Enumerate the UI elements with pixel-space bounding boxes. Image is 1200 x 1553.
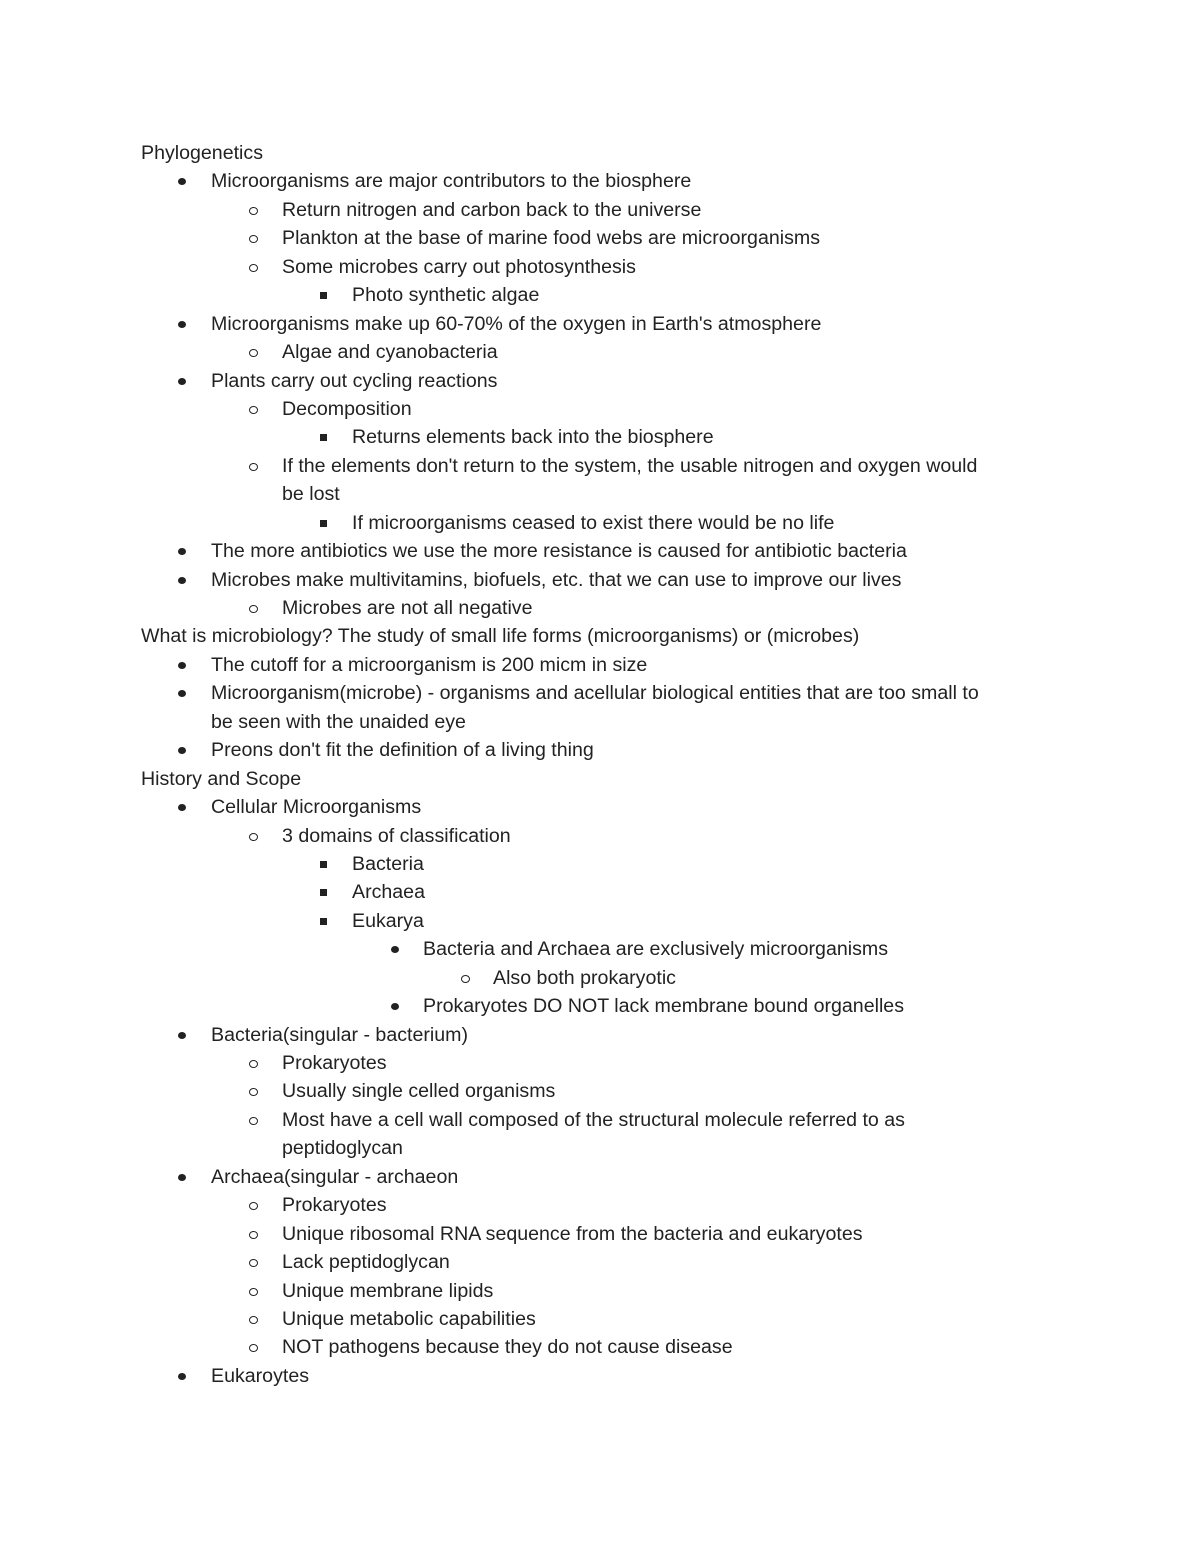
list-item [0, 1362, 1200, 1390]
circle-bullet-icon [247, 1106, 261, 1134]
list-item [0, 1021, 1200, 1049]
circle-bullet-icon [247, 452, 261, 480]
disc-bullet-icon [176, 310, 190, 338]
line-text: Decomposition [282, 397, 412, 420]
list-item [0, 1106, 1200, 1134]
circle-bullet-icon [247, 253, 261, 281]
line-text: Usually single celled organisms [282, 1080, 556, 1103]
list-item [0, 822, 1200, 850]
line-text: Archaea(singular - archaeon [211, 1165, 459, 1188]
line-text: Microbes make multivitamins, biofuels, etc. that we can use to improve our lives [211, 568, 902, 591]
line-text: Most have a cell wall composed of the structural molecule referred to as [282, 1108, 905, 1131]
list-item [0, 480, 1200, 508]
line-text: History and Scope [141, 767, 302, 790]
line-text: If the elements don't return to the system, the usable nitrogen and oxygen would [282, 454, 978, 477]
list-item [0, 736, 1200, 764]
list-item [0, 1191, 1200, 1219]
disc-bullet-icon [176, 167, 190, 195]
list-item [0, 1163, 1200, 1191]
line-text: Returns elements back into the biosphere [352, 426, 714, 449]
list-item [0, 367, 1200, 395]
line-text: Also both prokaryotic [493, 966, 676, 989]
line-text: Plankton at the base of marine food webs are microorganisms [282, 227, 821, 250]
square-bullet-icon [318, 281, 332, 309]
list-item [0, 793, 1200, 821]
circle-bullet-icon [247, 1277, 261, 1305]
circle-bullet-icon [459, 964, 473, 992]
line-text: Bacteria(singular - bacterium) [211, 1023, 468, 1046]
line-text: NOT pathogens because they do not cause disease [282, 1336, 733, 1359]
circle-bullet-icon [247, 395, 261, 423]
line-text: Unique ribosomal RNA sequence from the bacteria and eukaryotes [282, 1222, 863, 1245]
list-item [0, 167, 1200, 195]
circle-bullet-icon [247, 822, 261, 850]
line-text: Microorganisms are major contributors to the biosphere [211, 170, 692, 193]
line-text: Unique metabolic capabilities [282, 1307, 536, 1330]
disc-bullet-icon [176, 679, 190, 707]
line-text: If microorganisms ceased to exist there would be no life [352, 511, 835, 534]
disc-bullet-icon [389, 992, 403, 1020]
line-text: Microbes are not all negative [282, 597, 533, 619]
line-text: Lack peptidoglycan [282, 1251, 450, 1274]
disc-bullet-icon [176, 1163, 190, 1191]
list-item [0, 1134, 1200, 1162]
line-text: Bacteria and Archaea are exclusively microorganisms [423, 938, 889, 961]
square-bullet-icon [318, 850, 332, 878]
square-bullet-icon [318, 907, 332, 935]
list-item [0, 850, 1200, 878]
list-item [0, 651, 1200, 679]
line-text: Eukaroytes [211, 1364, 310, 1387]
list-item [0, 679, 1200, 707]
line-text: peptidoglycan [282, 1137, 403, 1160]
disc-bullet-icon [176, 651, 190, 679]
list-item [0, 1277, 1200, 1305]
line-text: Bacteria [352, 852, 424, 875]
section-heading [0, 139, 1200, 167]
list-item [0, 1305, 1200, 1333]
list-item [0, 992, 1200, 1020]
square-bullet-icon [318, 878, 332, 906]
circle-bullet-icon [247, 594, 261, 622]
list-item [0, 964, 1200, 992]
list-item [0, 395, 1200, 423]
circle-bullet-icon [247, 224, 261, 252]
line-text: Return nitrogen and carbon back to the universe [282, 198, 702, 221]
line-text: Eukarya [352, 909, 424, 932]
circle-bullet-icon [247, 338, 261, 366]
circle-bullet-icon [247, 1191, 261, 1219]
line-text: Prokaryotes DO NOT lack membrane bound organelles [423, 995, 904, 1018]
square-bullet-icon [318, 423, 332, 451]
list-item [0, 907, 1200, 935]
square-bullet-icon [318, 509, 332, 537]
line-text: The cutoff for a microorganism is 200 micm in size [211, 653, 648, 676]
line-text: Photo synthetic algae [352, 284, 540, 307]
circle-bullet-icon [247, 1077, 261, 1105]
line-text: Microorganism(microbe) - organisms and acellular biological entities that are too small to [211, 682, 979, 705]
line-text: Cellular Microorganisms [211, 796, 422, 819]
line-text: Plants carry out cycling reactions [211, 369, 498, 392]
disc-bullet-icon [176, 537, 190, 565]
line-text: What is microbiology? The study of small life forms (microorganisms) or (microbes) [141, 625, 860, 648]
list-item [0, 1077, 1200, 1105]
list-item [0, 1049, 1200, 1077]
circle-bullet-icon [247, 1049, 261, 1077]
line-text: Phylogenetics [141, 142, 263, 164]
line-text: Some microbes carry out photosynthesis [282, 255, 636, 278]
line-text: Algae and cyanobacteria [282, 341, 498, 364]
disc-bullet-icon [176, 793, 190, 821]
list-item [0, 452, 1200, 480]
list-item [0, 537, 1200, 565]
list-item [0, 281, 1200, 309]
line-text: Microorganisms make up 60-70% of the oxygen in Earth's atmosphere [211, 312, 822, 335]
circle-bullet-icon [247, 1220, 261, 1248]
circle-bullet-icon [247, 1248, 261, 1276]
disc-bullet-icon [176, 566, 190, 594]
section-heading [0, 765, 1200, 793]
list-item [0, 1248, 1200, 1276]
list-item [0, 1333, 1200, 1361]
list-item [0, 1220, 1200, 1248]
line-text: be seen with the unaided eye [211, 710, 466, 733]
list-item [0, 935, 1200, 963]
list-item [0, 509, 1200, 537]
list-item [0, 708, 1200, 736]
line-text: Archaea [352, 881, 425, 904]
disc-bullet-icon [176, 736, 190, 764]
list-item [0, 310, 1200, 338]
list-item [0, 566, 1200, 594]
circle-bullet-icon [247, 196, 261, 224]
list-item [0, 878, 1200, 906]
document-page [0, 139, 1200, 1390]
line-text: Preons don't fit the definition of a living thing [211, 739, 594, 762]
section-heading [0, 622, 1200, 650]
disc-bullet-icon [389, 935, 403, 963]
disc-bullet-icon [176, 1021, 190, 1049]
list-item [0, 423, 1200, 451]
line-text: 3 domains of classification [282, 824, 511, 847]
list-item [0, 338, 1200, 366]
circle-bullet-icon [247, 1333, 261, 1361]
list-item [0, 224, 1200, 252]
line-text: The more antibiotics we use the more resistance is caused for antibiotic bacteria [211, 540, 907, 563]
line-text: Unique membrane lipids [282, 1279, 494, 1302]
circle-bullet-icon [247, 1305, 261, 1333]
line-text: be lost [282, 483, 340, 506]
line-text: Prokaryotes [282, 1194, 387, 1217]
list-item [0, 196, 1200, 224]
disc-bullet-icon [176, 367, 190, 395]
list-item [0, 594, 1200, 622]
line-text: Prokaryotes [282, 1052, 387, 1074]
disc-bullet-icon [176, 1362, 190, 1390]
list-item [0, 253, 1200, 281]
